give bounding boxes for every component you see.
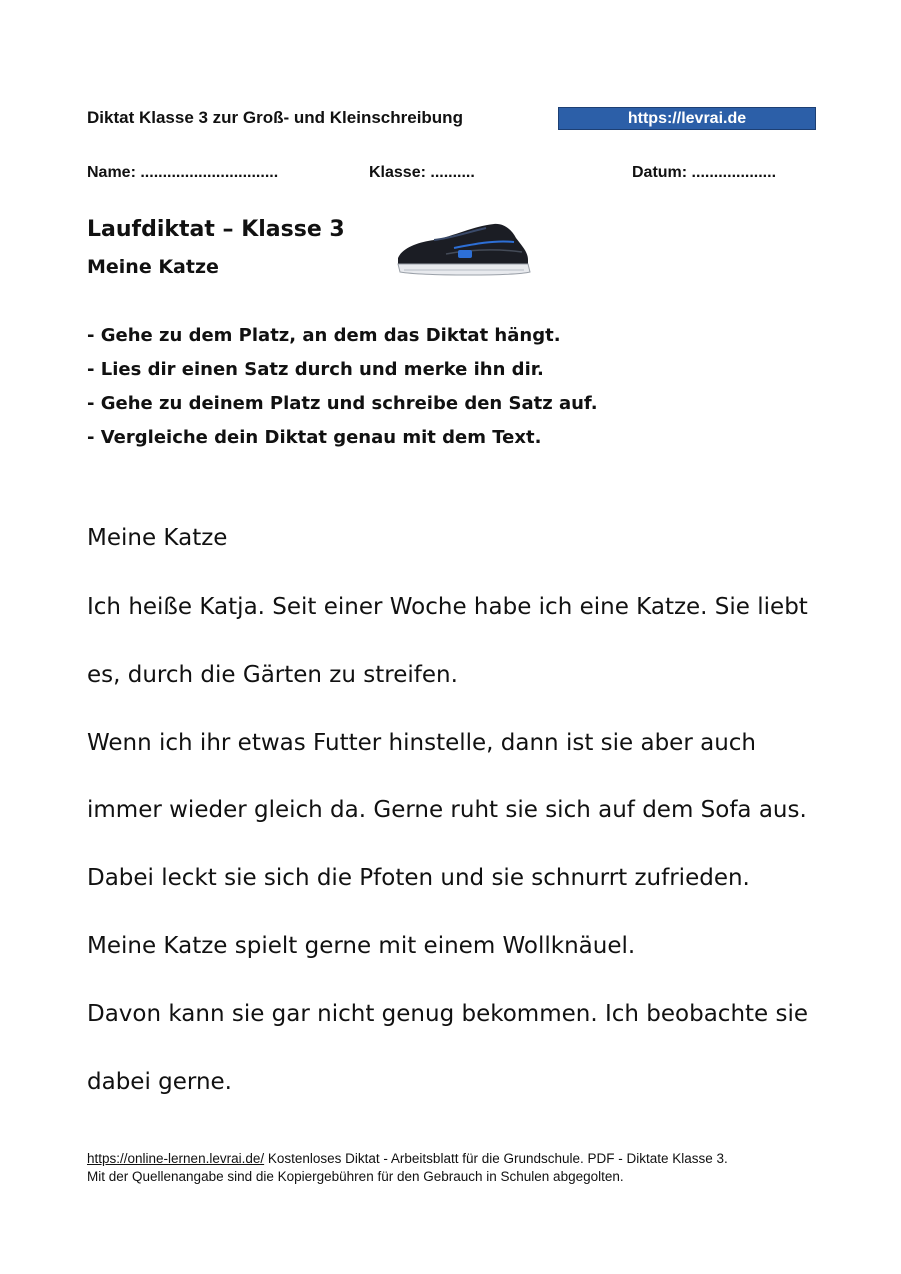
instruction-item: - Gehe zu deinem Platz und schreibe den Satz auf. [87, 393, 598, 414]
page-subtitle: Meine Katze [87, 256, 219, 278]
dictation-title: Meine Katze [87, 525, 228, 551]
page-title: Laufdiktat – Klasse 3 [87, 217, 345, 242]
sneaker-icon [394, 218, 534, 282]
instruction-item: - Vergleiche dein Diktat genau mit dem Text. [87, 427, 542, 448]
dictation-line: Meine Katze spielt gerne mit einem Wollknäuel. [87, 932, 636, 959]
class-field: Klasse: .......... [369, 164, 475, 181]
dictation-line: Wenn ich ihr etwas Futter hinstelle, dann ist sie aber auch [87, 729, 756, 756]
instruction-item: - Lies dir einen Satz durch und merke ihn dir. [87, 359, 544, 380]
dictation-line: Ich heiße Katja. Seit einer Woche habe ich eine Katze. Sie liebt [87, 594, 808, 620]
instruction-item: - Gehe zu dem Platz, an dem das Diktat hängt. [87, 325, 561, 346]
dictation-line: immer wieder gleich da. Gerne ruht sie sich auf dem Sofa aus. [87, 797, 807, 824]
dictation-line: Dabei leckt sie sich die Pfoten und sie schnurrt zufrieden. [87, 865, 750, 892]
footer [87, 1150, 827, 1186]
dictation-text [87, 590, 808, 1132]
dictation-line: Davon kann sie gar nicht genug bekommen. Ich beobachte sie [87, 1000, 809, 1027]
dictation-line: es, durch die Gärten zu streifen. [87, 661, 458, 688]
footer-line-2: Mit der Quellenangabe sind die Kopiergebühren für den Gebrauch in Schulen abgegolten. [87, 1169, 624, 1184]
worksheet-header-title: Diktat Klasse 3 zur Groß- und Kleinschreibung [87, 108, 463, 127]
footer-description: Kostenloses Diktat - Arbeitsblatt für die Grundschule. PDF - Diktate Klasse 3. [264, 1151, 728, 1166]
footer-line-1 [87, 1150, 827, 1168]
instruction-list [87, 322, 598, 458]
footer-source-link[interactable]: https://online-lernen.levrai.de/ [87, 1151, 265, 1166]
website-url-banner[interactable]: https://levrai.de [558, 107, 816, 130]
date-field: Datum: ................... [632, 164, 777, 181]
dictation-line: dabei gerne. [87, 1068, 232, 1095]
name-field: Name: ............................... [87, 164, 279, 181]
